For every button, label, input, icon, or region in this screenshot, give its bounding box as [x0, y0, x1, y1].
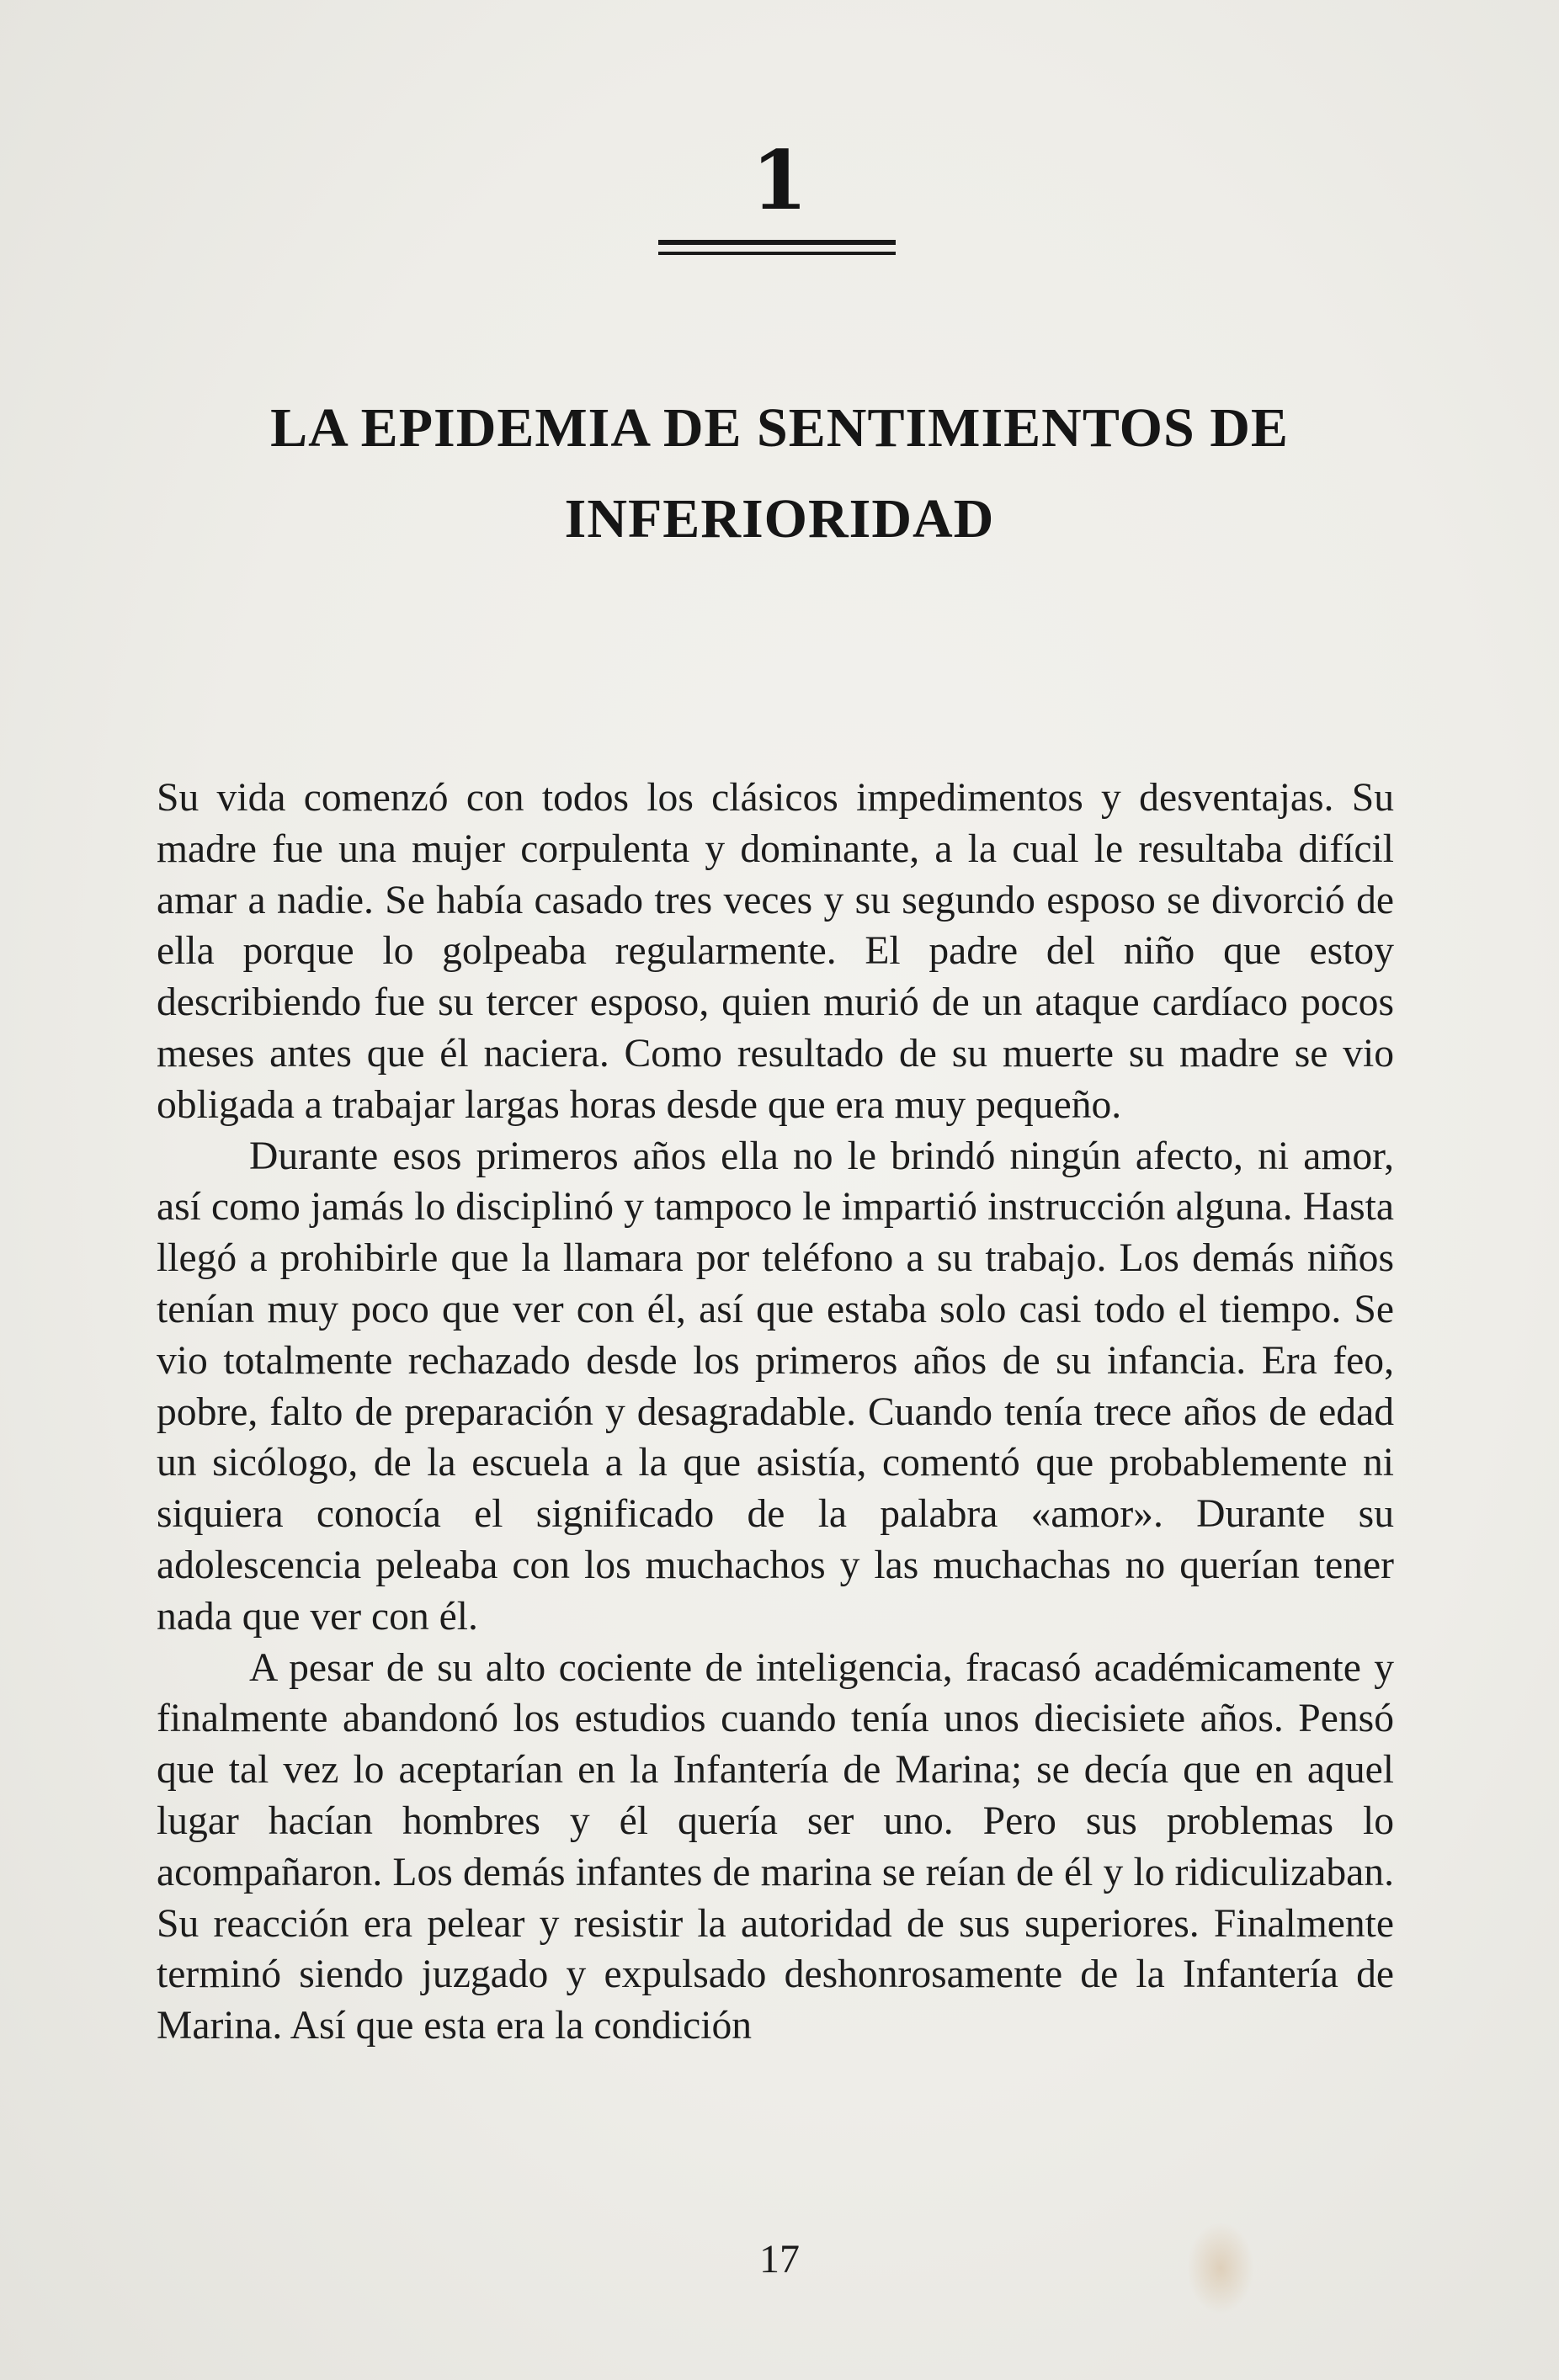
paper-stain [1187, 2222, 1254, 2314]
paragraph-1: Su vida comenzó con todos los clásicos impedimentos y desventajas. Su madre fue una mujer corpulenta y dominante, a la cual le resultaba difícil amar a nadie. Se había casado tres veces y su segundo esposo se divorció de ella porque lo golpeaba regularmente. El padre del niño que estoy describiendo fue su tercer esposo, quien murió de un ataque cardíaco pocos meses antes que él naciera. Como resultado de su muerte su madre se vio obligada a trabajar largas horas desde que era muy pequeño. [157, 776, 1394, 1127]
chapter-rule-bottom [658, 252, 896, 255]
chapter-title: LA EPIDEMIA DE SENTIMIENTOS DE INFERIORIDAD [270, 397, 1289, 550]
paragraph-3: A pesar de su alto cociente de inteligencia, fracasó académicamente y finalmente abandonó los estudios cuando tenía unos diecisiete años. Pensó que tal vez lo aceptarían en la Infantería de Marina; se decía que en aquel lugar hacían hombres y él quería ser uno. Pero sus problemas lo acompañaron. Los demás infantes de marina se reían de él y lo ridiculizaban. Su reacción era pelear y resistir la autoridad de sus superiores. Finalmente terminó siendo juzgado y expulsado deshonrosamente de la Infantería de Marina. Así que esta era la condición [157, 1645, 1394, 2048]
chapter-number: 1 [751, 133, 808, 228]
chapter-rule-top [658, 240, 896, 245]
paragraph-2: Durante esos primeros años ella no le brindó ningún afecto, ni amor, así como jamás lo disciplinó y tampoco le impartió instrucción alguna. Hasta llegó a prohibirle que la llamara por teléfono a su trabajo. Los demás niños tenían muy poco que ver con él, así que estaba solo casi todo el tiempo. Se vio totalmente rechazado desde los primeros años de su infancia. Era feo, pobre, falto de preparación y desagradable. Cuando tenía trece años de edad un sicólogo, de la escuela a la que asistía, comentó que probablemente ni siquiera conocía el significado de la palabra «amor». Durante su adolescencia peleaba con los muchachos y las muchachas no querían tener nada que ver con él. [157, 1134, 1394, 1639]
body-text [157, 773, 1394, 2052]
page-number: 17 [759, 2237, 800, 2282]
